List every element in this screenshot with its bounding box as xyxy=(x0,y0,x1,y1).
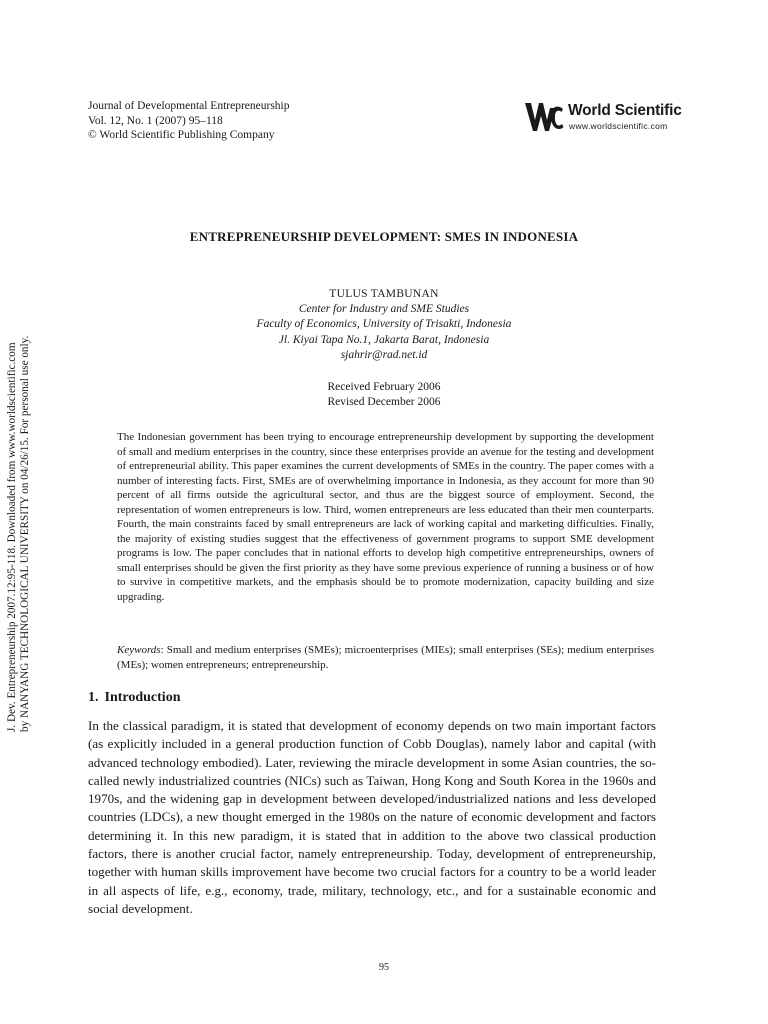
affiliation-address: Jl. Kiyai Tapa No.1, Jakarta Barat, Indonesia xyxy=(278,333,490,346)
author-block xyxy=(0,287,768,363)
download-notice-line-2: by NANYANG TECHNOLOGICAL UNIVERSITY on 04/26/15. For personal use only. xyxy=(19,335,31,732)
journal-volume: Vol. 12, No. 1 (2007) 95–118 xyxy=(88,114,223,127)
affiliation-faculty: Faculty of Economics, University of Trisakti, Indonesia xyxy=(256,318,512,331)
revised-date: Revised December 2006 xyxy=(327,396,441,409)
keywords xyxy=(117,643,654,672)
article-dates xyxy=(0,380,768,410)
page-number: 95 xyxy=(379,962,389,973)
download-notice-line-1: J. Dev. Entrepreneurship 2007.12:95-118. Downloaded from www.worldscientific.com xyxy=(6,342,18,732)
section-title: Introduction xyxy=(104,690,181,705)
publisher-name: World Scientific xyxy=(568,102,682,119)
author-email: sjahrir@rad.net.id xyxy=(340,348,428,361)
affiliation-center: Center for Industry and SME Studies xyxy=(298,303,470,316)
section-number: 1. xyxy=(88,690,99,705)
received-date: Received February 2006 xyxy=(327,381,441,393)
keywords-list: : Small and medium enterprises (SMEs); microenterprises (MIEs); small enterprises (SEs); medium enterprises (MEs); women entrepreneurs; entrepreneurship. xyxy=(117,644,654,671)
section-heading xyxy=(88,690,180,706)
keywords-label: Keywords xyxy=(117,644,161,656)
author-name: TULUS TAMBUNAN xyxy=(329,288,439,300)
publisher-url: www.worldscientific.com xyxy=(569,121,668,131)
world-scientific-logo-icon xyxy=(524,100,564,134)
journal-name: Journal of Developmental Entrepreneurship xyxy=(88,100,290,112)
publisher-logo xyxy=(524,100,694,134)
journal-info xyxy=(88,99,290,143)
abstract: The Indonesian government has been trying to encourage entrepreneurship development by supporting the development of small and medium enterprises in the country, since these enterprises provide an avenue for the testing and development of entrepreneurial ability. This paper examines the current developments of SMEs in the country. The paper comes with a number of interesting facts. First, SMEs are of overwhelming importance in Indonesia, as they account for more than 90 percent of all firms outside the agricultural sector, and thus are the biggest source of employment. Second, the representation of women entrepreneurs is low. Third, women entrepreneurs are less educated than their men counterparts. Fourth, the main constraints faced by small entrepreneurs are lack of working capital and marketing difficulties. Finally, the majority of existing studies suggest that the effectiveness of government programs to support SME development programs is low. The paper concludes that in national efforts to develop high competitive entrepreneurships, owners of small enterprises should be given the first priority as they have some previous experience of running a business or of how to survive in competitive markets, and the emphasis should be to promote modernization, capacity building and size upgrading. xyxy=(117,431,654,604)
journal-copyright: © World Scientific Publishing Company xyxy=(88,129,275,141)
introduction-paragraph: In the classical paradigm, it is stated that development of economy depends on two main important factors (as explicitly included in a general production function of Cobb Douglas), namely labor and capital (with advanced technology embodied). Later, reviewing the miracle development in some Asian countries, the so-called newly industrialized countries (NICs) such as Taiwan, Hong Kong and South Korea in the 1960s and 1970s, and the widening gap in development between developed/industrialized nations and less developed countries (LDCs), a new thought emerged in the 1980s on the nature of economic development and factors determining it. In this new paradigm, it is stated that in addition to the above two classical production factors, there is another crucial factor, namely entrepreneurship. Today, development of entrepreneurship, together with human skills improvement have become two crucial factors for a country to be a world leader in all aspects of life, e.g., economy, trade, military, technology, etc., and for a sustainable economic and social development. xyxy=(88,718,656,916)
article-title: ENTREPRENEURSHIP DEVELOPMENT: SMES IN INDONESIA xyxy=(189,229,579,244)
